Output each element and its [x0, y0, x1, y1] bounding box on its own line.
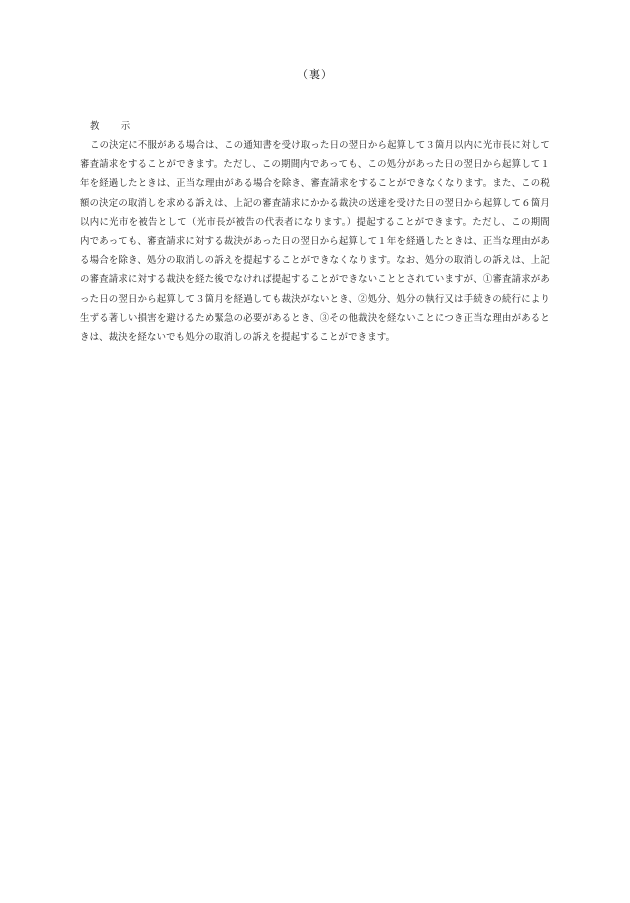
- page-heading: （裏）: [297, 68, 333, 81]
- notice-heading: 教 示: [90, 121, 137, 132]
- notice-paragraph: この決定に不服がある場合は、この通知書を受け取った日の翌日から起算して３箇月以内に光市長に対して審査請求をすることができます。ただし、この期間内であっても、この処分があった日の翌日から起算して１年を経過したときは、正当な理由がある場合を除き、審査請求をすることができなくなります。また、この税額の決定の取消しを求める訴えは、上記の審査請求にかかる裁決の送達を受けた日の翌日から起算して６箇月以内に光市を被告として（光市長が被告の代表者になります。）提起することができます。ただし、この期間内であっても、審査請求に対する裁決があった日の翌日から起算して１年を経過したときは、正当な理由がある場合を除き、処分の取消しの訴えを提起することができなくなります。なお、処分の取消しの訴えは、上記の審査請求に対する裁決を経た後でなければ提起することができないこととされていますが、①審査請求があった日の翌日から起算して３箇月を経過しても裁決がないとき、②処分、処分の執行又は手続きの続行により生ずる著しい損害を避けるため緊急の必要があるとき、③その他裁決を経ないことにつき正当な理由があるときは、裁決を経ないでも処分の取消しの訴えを提起することができます。: [80, 140, 550, 344]
- notice-body: [80, 136, 550, 347]
